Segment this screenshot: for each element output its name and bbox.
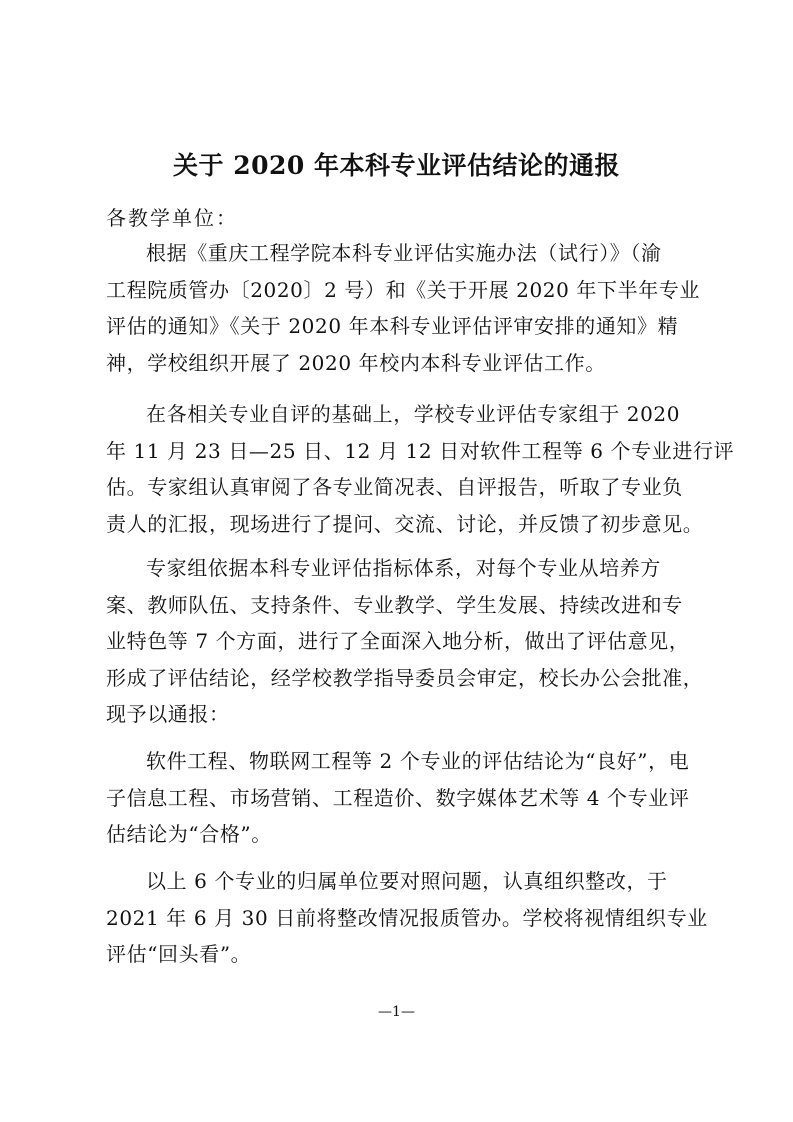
paragraph-line: 工程院质管办〔2020〕2 号）和《关于开展 2020 年下半年专业 bbox=[106, 277, 700, 302]
paragraph-line: 年 11 月 23 日—25 日、12 月 12 日对软件工程等 6 个专业进行评 bbox=[106, 438, 735, 463]
paragraph-2 bbox=[106, 396, 735, 542]
salutation: 各教学单位： bbox=[106, 206, 238, 230]
paragraph-line: 2021 年 6 月 30 日前将整改情况报质管办。学校将视情组织专业 bbox=[106, 905, 708, 930]
paragraph-line: 评估“回头看”。 bbox=[106, 942, 252, 966]
paragraph-line: 估结论为“合格”。 bbox=[106, 822, 272, 846]
document-title: 关于 2020 年本科专业评估结论的通报 bbox=[173, 151, 620, 180]
paragraph-1 bbox=[106, 235, 700, 381]
paragraph-4 bbox=[106, 743, 690, 853]
paragraph-line: 子信息工程、市场营销、工程造价、数字媒体艺术等 4 个专业评 bbox=[106, 785, 690, 810]
paragraph-line: 评估的通知》《关于 2020 年本科专业评估评审安排的通知》精 bbox=[106, 314, 679, 338]
paragraph-line: 以上 6 个专业的归属单位要对照问题，认真组织整改，于 bbox=[146, 869, 668, 893]
paragraph-line: 责人的汇报，现场进行了提问、交流、讨论，并反馈了初步意见。 bbox=[106, 511, 704, 536]
paragraph-line: 根据《重庆工程学院本科专业评估实施办法（试行）》（渝 bbox=[146, 241, 662, 265]
page-number: —1— bbox=[378, 1004, 415, 1020]
paragraph-line: 现予以通报： bbox=[106, 702, 230, 726]
paragraph-line: 软件工程、物联网工程等 2 个专业的评估结论为“良好”，电 bbox=[146, 749, 690, 773]
paragraph-line: 形成了评估结论，经学校教学指导委员会审定，校长办公会批准， bbox=[106, 665, 704, 690]
paragraph-line: 业特色等 7 个方面，进行了全面深入地分析，做出了评估意见， bbox=[106, 629, 690, 653]
paragraph-3 bbox=[106, 550, 704, 733]
paragraph-line: 估。专家组认真审阅了各专业简况表、自评报告，听取了专业负 bbox=[106, 475, 683, 499]
paragraph-line: 案、教师队伍、支持条件、专业教学、学生发展、持续改进和专 bbox=[106, 592, 683, 617]
paragraph-line: 神，学校组织开展了 2020 年校内本科专业评估工作。 bbox=[106, 350, 606, 375]
paragraph-5 bbox=[106, 863, 708, 973]
paragraph-line: 专家组依据本科专业评估指标体系，对每个专业从培养方 bbox=[146, 556, 661, 580]
paragraph-line: 在各相关专业自评的基础上，学校专业评估专家组于 2020 bbox=[146, 402, 681, 426]
